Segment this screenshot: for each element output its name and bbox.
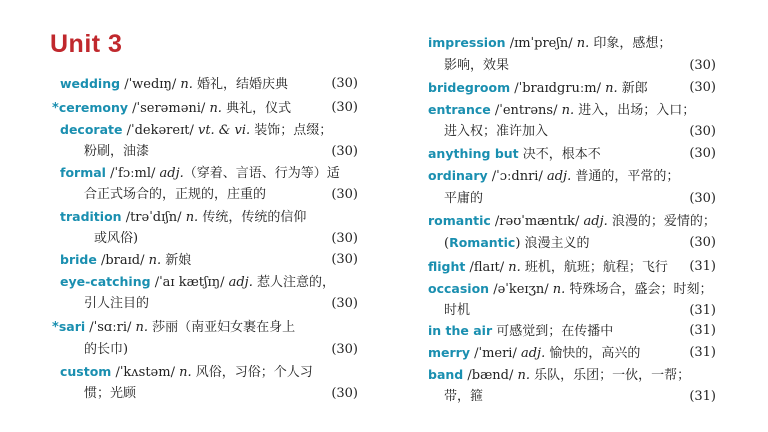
- vocab-phonetic: /ˈɔːdnri/: [487, 169, 547, 184]
- vocab-definition: 普通的，平常的；: [571, 169, 680, 184]
- page-reference: (30): [331, 386, 358, 401]
- vocab-definition-continued: 引人注目的: [84, 296, 150, 311]
- part-of-speech: adj.: [583, 214, 608, 229]
- vocab-line: [416, 300, 716, 322]
- part-of-speech: adj.: [546, 169, 572, 184]
- vocab-definition: 新郎: [617, 81, 648, 96]
- vocab-word: romantic: [428, 213, 491, 228]
- part-of-speech: n.: [508, 260, 521, 275]
- vocab-line: [416, 386, 716, 408]
- page-reference: (30): [689, 146, 716, 161]
- vocab-word: in the air: [428, 323, 493, 338]
- vocab-word: bridegroom: [428, 80, 511, 95]
- vocab-word: flight: [428, 259, 466, 274]
- page-reference: (30): [331, 187, 358, 202]
- vocab-line: [48, 73, 358, 95]
- vocab-definition: 愉快的，高兴的: [545, 346, 641, 361]
- vocab-phonetic: /ˈmeri/: [469, 346, 521, 361]
- vocab-line: [48, 184, 358, 206]
- page-reference: (30): [331, 76, 358, 91]
- part-of-speech: vt. & vi.: [197, 123, 251, 138]
- vocab-word: custom: [60, 364, 112, 379]
- vocab-word: entrance: [428, 102, 491, 117]
- page-reference: (31): [689, 323, 716, 338]
- part-of-speech: adj.: [520, 346, 546, 361]
- star-marker: *: [52, 320, 59, 335]
- vocab-line: [416, 121, 716, 143]
- vocab-phonetic: /bænd/: [463, 368, 518, 383]
- vocab-definition: 班机，航班；航程；飞行: [520, 260, 668, 275]
- part-of-speech: n.: [209, 101, 222, 116]
- page-reference: (30): [331, 252, 358, 267]
- unit-title: Unit 3: [50, 30, 123, 58]
- vocab-definition: 浪漫的；爱情的；: [607, 214, 716, 229]
- vocab-definition-continued: 的长巾): [84, 342, 129, 357]
- vocab-phonetic: 决不，根本不: [518, 147, 601, 162]
- part-of-speech: n.: [135, 320, 148, 335]
- page-reference: (31): [689, 303, 716, 318]
- vocab-word: formal: [60, 165, 106, 180]
- vocab-word: band: [428, 367, 464, 382]
- vocab-definition-continued: 浪漫主义的: [524, 236, 590, 251]
- part-of-speech: n.: [185, 210, 199, 225]
- vocab-line: [48, 162, 358, 184]
- vocab-word: decorate: [60, 122, 123, 137]
- vocab-definition: 传统，传统的信仰: [198, 210, 307, 225]
- vocab-definition: （穿着、言语、行为等）适: [183, 166, 340, 181]
- vocab-phonetic: /ˈfɔːml/: [105, 166, 160, 181]
- vocab-phonetic: /trəˈdɪʃn/: [121, 210, 186, 225]
- vocab-line: [416, 188, 716, 210]
- vocab-line: [48, 361, 358, 383]
- vocab-line: [48, 249, 358, 271]
- vocab-line: [416, 278, 716, 300]
- vocab-phonetic: /ˈwedɪŋ/: [120, 77, 181, 92]
- vocab-definition: 特殊场合，盛会；时刻；: [565, 282, 713, 297]
- page-reference: (30): [331, 144, 358, 159]
- vocab-line: [48, 206, 358, 228]
- part-of-speech: n.: [552, 282, 566, 297]
- part-of-speech: n.: [605, 81, 618, 96]
- vocab-line: [416, 256, 716, 278]
- vocab-line: [48, 119, 358, 141]
- vocab-definition-continued: 惯；光顾: [84, 386, 137, 401]
- vocab-word: Romantic: [449, 235, 516, 250]
- vocab-phonetic: /ˈbraɪdgruːm/: [510, 81, 606, 96]
- page-reference: (30): [331, 342, 358, 357]
- page-reference: (31): [689, 345, 716, 360]
- vocab-phonetic: /rəʊˈmæntɪk/: [490, 214, 584, 229]
- vocab-line: [416, 165, 716, 187]
- vocab-phonetic: /ˈaɪ kætʃɪŋ/: [150, 275, 229, 290]
- page-reference: (31): [689, 259, 716, 274]
- vocab-definition-continued: 时机: [444, 303, 471, 318]
- vocab-word: impression: [428, 35, 506, 50]
- vocab-word: tradition: [60, 209, 122, 224]
- vocab-word: merry: [428, 345, 470, 360]
- vocab-definition-continued: 合正式场合的，正规的，庄重的: [84, 187, 267, 202]
- page-reference: (30): [331, 231, 358, 246]
- vocab-definition: 婚礼，结婚庆典: [192, 77, 288, 92]
- vocab-phonetic: /ɪmˈpreʃn/: [505, 36, 577, 51]
- vocab-phonetic: /ˈentrəns/: [490, 103, 562, 118]
- vocab-phonetic: /ˈserəməni/: [128, 101, 210, 116]
- vocab-line: [48, 293, 358, 315]
- vocab-word: wedding: [60, 76, 121, 91]
- star-marker: *: [52, 101, 59, 116]
- vocab-phonetic: /əˈkeɪʒn/: [489, 282, 553, 297]
- part-of-speech: n.: [179, 365, 192, 380]
- page-reference: (30): [331, 296, 358, 311]
- vocab-definition: 进入，出场；入口；: [574, 103, 696, 118]
- vocab-line: [416, 342, 716, 364]
- page-reference: (30): [689, 235, 716, 250]
- vocab-word: occasion: [428, 281, 490, 296]
- vocab-phonetic: 可感觉到；在传播中: [492, 324, 614, 339]
- part-of-speech: n.: [576, 36, 590, 51]
- vocab-definition: 惹人注意的，: [252, 275, 335, 290]
- vocab-definition-continued: 影响，效果: [444, 58, 510, 73]
- vocab-definition: 乐队，乐团；一伙，一帮；: [530, 368, 691, 383]
- vocab-line: [416, 99, 716, 121]
- vocab-line: [416, 143, 716, 165]
- vocab-line: [48, 141, 358, 163]
- vocab-word: anything but: [428, 146, 519, 161]
- vocab-word: sari: [58, 319, 86, 334]
- vocab-definition: 装饰；点缀；: [250, 123, 333, 138]
- vocab-line: [48, 228, 358, 250]
- vocab-definition-continued: 带，箍: [444, 389, 484, 404]
- vocab-definition: 印象，感想；: [589, 36, 672, 51]
- page-reference: (30): [689, 58, 716, 73]
- vocab-line: [416, 364, 716, 386]
- vocab-phonetic: /ˈsɑːri/: [85, 320, 136, 335]
- part-of-speech: n.: [180, 77, 193, 92]
- vocab-definition: 风俗，习俗；个人习: [191, 365, 313, 380]
- vocab-line: [416, 77, 716, 99]
- vocab-line: [48, 316, 358, 338]
- part-of-speech: adj.: [159, 166, 184, 181]
- vocab-word: bride: [60, 252, 97, 267]
- vocab-definition: 典礼，仪式: [221, 101, 292, 116]
- vocab-definition-continued: 进入权；准许加入: [444, 124, 549, 139]
- vocab-word: ordinary: [428, 168, 488, 183]
- vocab-phonetic: /flaɪt/: [465, 260, 509, 275]
- page-reference: (30): [331, 100, 358, 115]
- page-reference: (30): [689, 80, 716, 95]
- part-of-speech: n.: [517, 368, 531, 383]
- vocab-line: [416, 55, 716, 77]
- page-reference: (30): [689, 191, 716, 206]
- vocab-phonetic: /braɪd/: [96, 253, 149, 268]
- vocab-word: ceremony: [58, 100, 129, 115]
- vocab-line: [48, 339, 358, 361]
- vocab-word: eye-catching: [60, 274, 151, 289]
- part-of-speech: n.: [561, 103, 575, 118]
- vocab-line: [416, 32, 716, 54]
- vocab-line: [48, 271, 358, 293]
- vocab-definition: 新娘: [161, 253, 192, 268]
- vocab-definition: 莎丽（南亚妇女裹在身上: [148, 320, 296, 335]
- vocab-definition-continued: 或风俗): [94, 231, 139, 246]
- vocab-phonetic: /ˈdekəreɪt/: [122, 123, 198, 138]
- vocab-definition-continued: 粉刷，油漆: [84, 144, 150, 159]
- page-reference: (30): [689, 124, 716, 139]
- page-reference: (31): [689, 389, 716, 404]
- vocab-line: [48, 383, 358, 405]
- vocab-definition-continued: 平庸的: [444, 191, 484, 206]
- part-of-speech: adj.: [228, 275, 253, 290]
- part-of-speech: n.: [148, 253, 162, 268]
- vocab-phonetic: /ˈkʌstəm/: [111, 365, 180, 380]
- vocab-line: (Romantic) 浪漫主义的 (30): [416, 232, 716, 254]
- vocab-line: [416, 320, 716, 342]
- vocab-line: [416, 210, 716, 232]
- vocab-line: [48, 97, 358, 119]
